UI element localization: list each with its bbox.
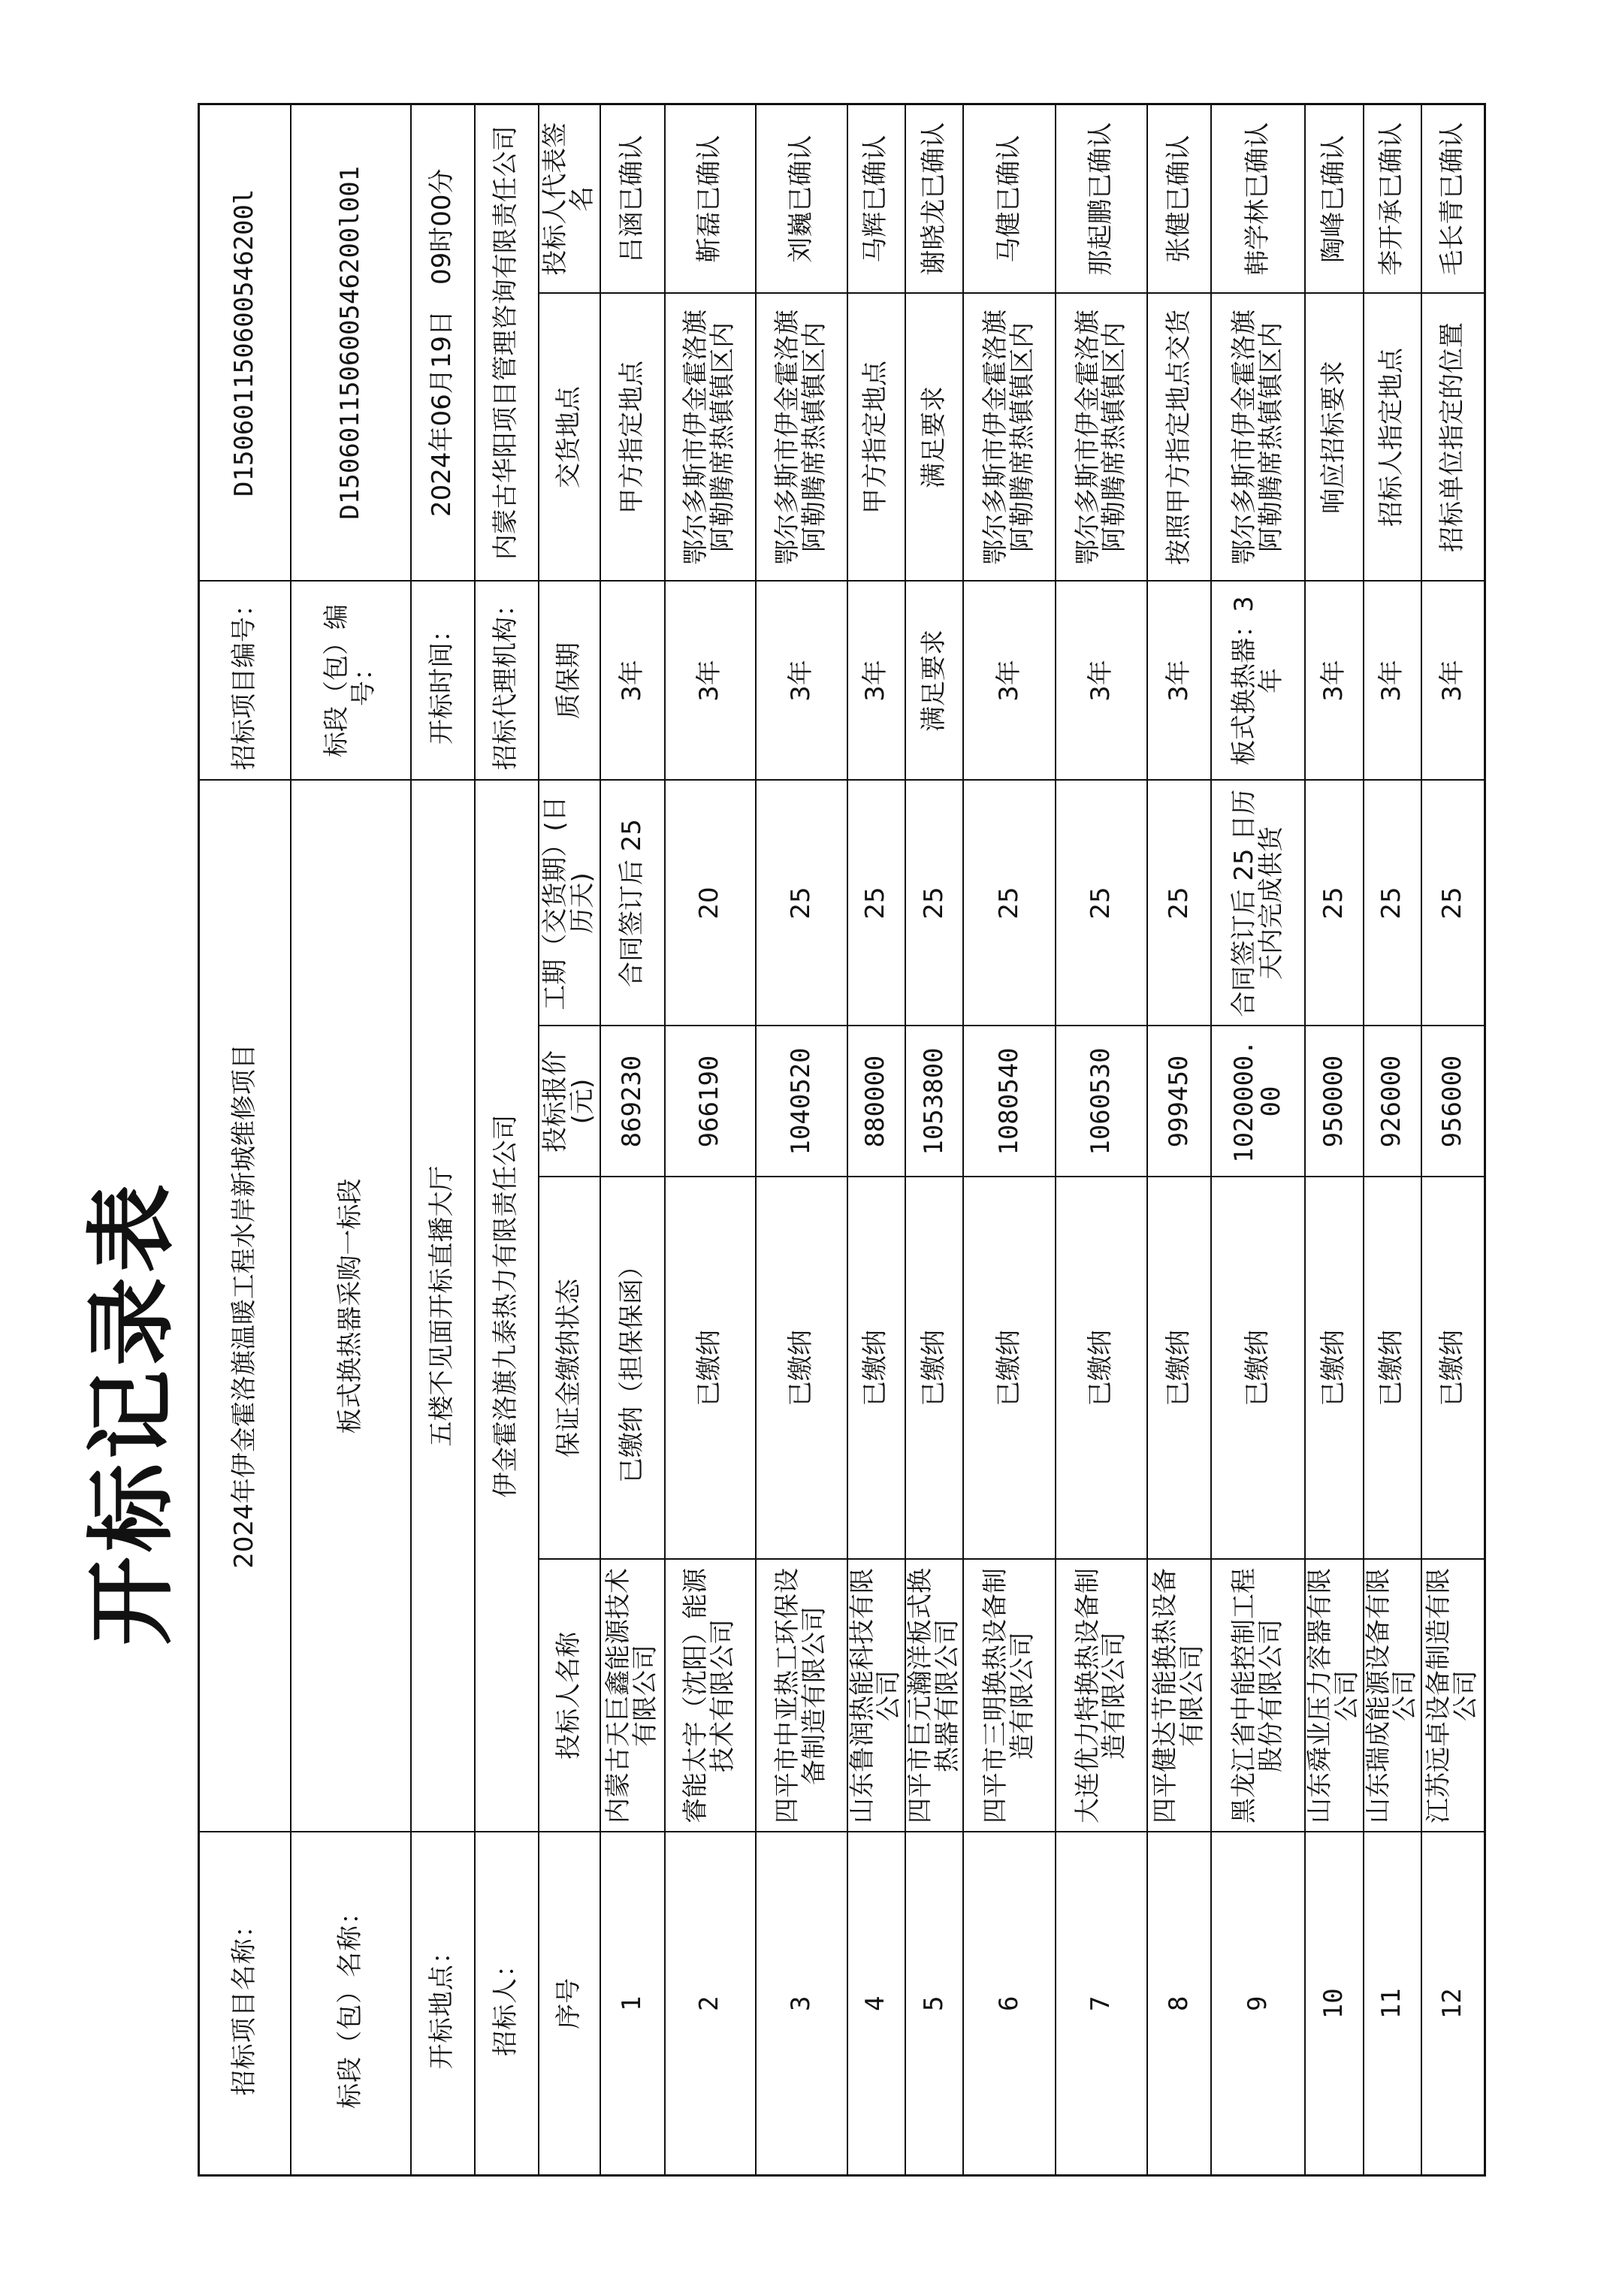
warranty-period: 3年 xyxy=(963,582,1056,781)
deposit-status: 已缴纳 xyxy=(847,1177,905,1560)
delivery-location: 招标单位指定的位置 xyxy=(1421,294,1485,582)
bidder-name: 四平健达节能换热设备有限公司 xyxy=(1147,1560,1211,1832)
delivery-schedule: 25 xyxy=(847,781,905,1026)
deposit-status: 已缴纳 xyxy=(1305,1177,1363,1560)
delivery-schedule: 25 xyxy=(1056,781,1147,1026)
tenderer-value: 伊金霍洛旗九泰热力有限责任公司 xyxy=(475,781,539,1832)
bid-price: 1020000.00 xyxy=(1211,1026,1305,1177)
deposit-status: 已缴纳 xyxy=(1147,1177,1211,1560)
bidder-row xyxy=(1211,104,1305,2176)
col-header-signature: 投标人代表签名 xyxy=(539,104,600,294)
delivery-location: 甲方指定地点 xyxy=(847,294,905,582)
delivery-schedule: 25 xyxy=(1421,781,1485,1026)
col-header-warranty: 质保期 xyxy=(539,582,600,781)
bid-price: 1080540 xyxy=(963,1026,1056,1177)
bidder-signature: 谢晓龙已确认 xyxy=(905,104,963,294)
delivery-location: 响应招标要求 xyxy=(1305,294,1363,582)
bidder-name: 黑龙江省中能控制工程股份有限公司 xyxy=(1211,1560,1305,1832)
warranty-period: 3年 xyxy=(756,582,847,781)
bid-opening-table xyxy=(198,103,1486,2177)
section-no-label: 标段（包）编号： xyxy=(291,582,411,781)
delivery-location: 鄂尔多斯市伊金霍洛旗阿勒腾席热镇镇区内 xyxy=(1056,294,1147,582)
info-row-tenderer-agency xyxy=(475,104,539,2176)
deposit-status: 已缴纳 xyxy=(756,1177,847,1560)
warranty-period: 3年 xyxy=(1364,582,1421,781)
bidder-name: 山东瑞成能源设备有限公司 xyxy=(1364,1560,1421,1832)
bidder-row xyxy=(963,104,1056,2176)
bidder-signature: 马健已确认 xyxy=(963,104,1056,294)
warranty-period: 板式换热器：3年 xyxy=(1211,582,1305,781)
col-header-bidder: 投标人名称 xyxy=(539,1560,600,1832)
deposit-status: 已缴纳 xyxy=(665,1177,756,1560)
warranty-period: 3年 xyxy=(1056,582,1147,781)
delivery-location: 鄂尔多斯市伊金霍洛旗阿勒腾席热镇镇区内 xyxy=(1211,294,1305,582)
bidder-signature: 张健已确认 xyxy=(1147,104,1211,294)
bidder-row xyxy=(756,104,847,2176)
bid-price: 926000 xyxy=(1364,1026,1421,1177)
bidder-signature: 李开承已确认 xyxy=(1364,104,1421,294)
bidder-row xyxy=(1056,104,1147,2176)
warranty-period: 3年 xyxy=(1421,582,1485,781)
bidder-row xyxy=(847,104,905,2176)
bidder-name: 四平市中亚热工环保设备制造有限公司 xyxy=(756,1560,847,1832)
section-no-value: D150601150600546200l001 xyxy=(291,104,411,582)
document-title: 开标记录表 xyxy=(79,1180,183,1646)
bid-price: 1053800 xyxy=(905,1026,963,1177)
row-number: 8 xyxy=(1147,1832,1211,2176)
delivery-location: 按照甲方指定地点交货 xyxy=(1147,294,1211,582)
delivery-schedule: 25 xyxy=(905,781,963,1026)
section-name-label: 标段（包）名称： xyxy=(291,1832,411,2176)
row-number: 6 xyxy=(963,1832,1056,2176)
row-number: 7 xyxy=(1056,1832,1147,2176)
warranty-period: 3年 xyxy=(600,582,665,781)
bidder-signature: 陶峰已确认 xyxy=(1305,104,1363,294)
row-number: 2 xyxy=(665,1832,756,2176)
warranty-period: 3年 xyxy=(1305,582,1363,781)
row-number: 11 xyxy=(1364,1832,1421,2176)
delivery-schedule: 25 xyxy=(1305,781,1363,1026)
bidder-name: 山东鲁润热能科技有限公司 xyxy=(847,1560,905,1832)
row-number: 3 xyxy=(756,1832,847,2176)
project-name-label: 招标项目名称： xyxy=(199,1832,291,2176)
time-value: 2024年06月19日 09时00分 xyxy=(411,104,475,582)
bidder-name: 四平市三明换热设备制造有限公司 xyxy=(963,1560,1056,1832)
deposit-status: 已缴纳 xyxy=(1364,1177,1421,1560)
bid-price: 956000 xyxy=(1421,1026,1485,1177)
bid-price: 880000 xyxy=(847,1026,905,1177)
deposit-status: 已缴纳（担保保函） xyxy=(600,1177,665,1560)
row-number: 5 xyxy=(905,1832,963,2176)
agency-value: 内蒙古华阳项目管理咨询有限责任公司 xyxy=(475,104,539,582)
delivery-location: 甲方指定地点 xyxy=(600,294,665,582)
deposit-status: 已缴纳 xyxy=(905,1177,963,1560)
deposit-status: 已缴纳 xyxy=(1421,1177,1485,1560)
delivery-location: 鄂尔多斯市伊金霍洛旗阿勒腾席热镇镇区内 xyxy=(963,294,1056,582)
delivery-schedule: 25 xyxy=(756,781,847,1026)
tenderer-label: 招标人： xyxy=(475,1832,539,2176)
bidder-row xyxy=(905,104,963,2176)
bid-price: 950000 xyxy=(1305,1026,1363,1177)
bid-opening-record-sheet xyxy=(198,105,1481,2177)
project-no-value: D150601150600546200l xyxy=(199,104,291,582)
bidder-signature: 刘巍已确认 xyxy=(756,104,847,294)
location-label: 开标地点： xyxy=(411,1832,475,2176)
bid-price: 869230 xyxy=(600,1026,665,1177)
bid-price: 1060530 xyxy=(1056,1026,1147,1177)
warranty-period: 3年 xyxy=(847,582,905,781)
col-header-schedule: 工期（交货期）(日历天) xyxy=(539,781,600,1026)
col-header-price: 投标报价(元) xyxy=(539,1026,600,1177)
bidder-row xyxy=(1364,104,1421,2176)
delivery-location: 鄂尔多斯市伊金霍洛旗阿勒腾席热镇镇区内 xyxy=(665,294,756,582)
warranty-period: 3年 xyxy=(1147,582,1211,781)
section-name-value: 板式换热器采购一标段 xyxy=(291,781,411,1832)
deposit-status: 已缴纳 xyxy=(963,1177,1056,1560)
bidder-row xyxy=(1147,104,1211,2176)
bidder-signature: 毛长青已确认 xyxy=(1421,104,1485,294)
bidder-name: 内蒙古天巨鑫能源技术有限公司 xyxy=(600,1560,665,1832)
delivery-schedule: 25 xyxy=(1147,781,1211,1026)
delivery-location: 鄂尔多斯市伊金霍洛旗阿勒腾席热镇镇区内 xyxy=(756,294,847,582)
project-no-label: 招标项目编号： xyxy=(199,582,291,781)
bidder-row xyxy=(600,104,665,2176)
col-header-no: 序号 xyxy=(539,1832,600,2176)
bidder-row xyxy=(665,104,756,2176)
warranty-period: 满足要求 xyxy=(905,582,963,781)
delivery-location: 招标人指定地点 xyxy=(1364,294,1421,582)
bidder-row xyxy=(1305,104,1363,2176)
bidder-name: 大连优力特换热设备制造有限公司 xyxy=(1056,1560,1147,1832)
col-header-delivery: 交货地点 xyxy=(539,294,600,582)
info-row-section xyxy=(291,104,411,2176)
bidder-row xyxy=(1421,104,1485,2176)
bidder-signature: 韩学林已确认 xyxy=(1211,104,1305,294)
delivery-schedule: 合同签订后 25 xyxy=(600,781,665,1026)
bidder-name: 山东舜业压力容器有限公司 xyxy=(1305,1560,1363,1832)
row-number: 4 xyxy=(847,1832,905,2176)
row-number: 9 xyxy=(1211,1832,1305,2176)
col-header-deposit: 保证金缴纳状态 xyxy=(539,1177,600,1560)
row-number: 12 xyxy=(1421,1832,1485,2176)
bid-price: 999450 xyxy=(1147,1026,1211,1177)
row-number: 1 xyxy=(600,1832,665,2176)
info-row-project xyxy=(199,104,291,2176)
agency-label: 招标代理机构： xyxy=(475,582,539,781)
deposit-status: 已缴纳 xyxy=(1211,1177,1305,1560)
bidder-signature: 靳磊已确认 xyxy=(665,104,756,294)
bidder-signature: 马辉已确认 xyxy=(847,104,905,294)
location-value: 五楼不见面开标直播大厅 xyxy=(411,781,475,1832)
delivery-location: 满足要求 xyxy=(905,294,963,582)
warranty-period: 3年 xyxy=(665,582,756,781)
bidder-name: 江苏远卓设备制造有限公司 xyxy=(1421,1560,1485,1832)
bidder-signature: 吕涵已确认 xyxy=(600,104,665,294)
deposit-status: 已缴纳 xyxy=(1056,1177,1147,1560)
delivery-schedule: 合同签订后 25 日历天内完成供货 xyxy=(1211,781,1305,1026)
delivery-schedule: 25 xyxy=(963,781,1056,1026)
column-header-row xyxy=(539,104,600,2176)
bid-price: 966190 xyxy=(665,1026,756,1177)
bidder-signature: 那起鹏已确认 xyxy=(1056,104,1147,294)
info-row-location-time xyxy=(411,104,475,2176)
bidder-name: 睿能太宇（沈阳）能源技术有限公司 xyxy=(665,1560,756,1832)
bid-price: 1040520 xyxy=(756,1026,847,1177)
delivery-schedule: 25 xyxy=(1364,781,1421,1026)
time-label: 开标时间： xyxy=(411,582,475,781)
row-number: 10 xyxy=(1305,1832,1363,2176)
project-name-value: 2024年伊金霍洛旗温暖工程水岸新城维修项目 xyxy=(199,781,291,1832)
delivery-schedule: 20 xyxy=(665,781,756,1026)
bidder-name: 四平市巨元瀚洋板式换热器有限公司 xyxy=(905,1560,963,1832)
